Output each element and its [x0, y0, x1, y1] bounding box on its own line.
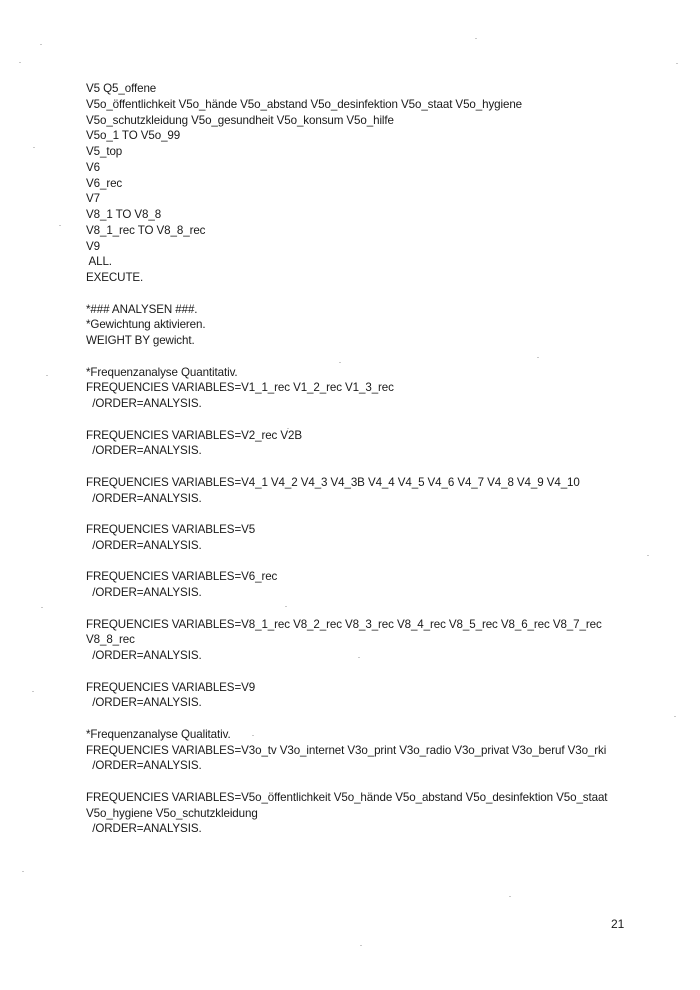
- syntax-line: /ORDER=ANALYSIS.: [86, 491, 202, 505]
- syntax-line: /ORDER=ANALYSIS.: [86, 822, 202, 836]
- scan-speck: [32, 691, 34, 692]
- syntax-line: V8_1_rec TO V8_8_rec: [86, 223, 206, 237]
- syntax-line: [86, 711, 666, 727]
- syntax-line: V6: [86, 160, 100, 174]
- syntax-line: V5o_hygiene V5o_schutzkleidung: [86, 806, 258, 820]
- syntax-line: *Frequenzanalyse Qualitativ.: [86, 727, 231, 741]
- syntax-line: FREQUENCIES VARIABLES=V9: [86, 680, 256, 694]
- scan-speck: [475, 38, 477, 39]
- syntax-line: [86, 459, 666, 475]
- syntax-line: *Frequenzanalyse Quantitativ.: [86, 365, 238, 379]
- scan-speck: [339, 362, 341, 363]
- scan-speck: [676, 63, 678, 64]
- syntax-line: V8_8_rec: [86, 633, 135, 647]
- syntax-line: [86, 286, 666, 302]
- scan-speck: [647, 555, 649, 556]
- syntax-line: [86, 664, 666, 680]
- scan-speck: [537, 357, 539, 358]
- syntax-line: V5 Q5_offene: [86, 82, 157, 95]
- scan-speck: [19, 62, 21, 63]
- syntax-line: /ORDER=ANALYSIS.: [86, 696, 202, 710]
- scan-speck: [22, 871, 24, 872]
- syntax-line: FREQUENCIES VARIABLES=V4_1 V4_2 V4_3 V4_3B V4_4 V4_5 V4_6 V4_7 V4_8 V4_9 V4_10: [86, 475, 580, 489]
- syntax-listing: [86, 81, 666, 837]
- syntax-line: [86, 412, 666, 428]
- syntax-line: EXECUTE.: [86, 271, 144, 284]
- syntax-line: FREQUENCIES VARIABLES=V8_1_rec V8_2_rec V8_3_rec V8_4_rec V8_5_rec V8_6_rec V8_7_rec: [86, 617, 602, 631]
- syntax-line: /ORDER=ANALYSIS.: [86, 586, 202, 599]
- syntax-line: V8_1 TO V8_8: [86, 208, 162, 221]
- syntax-line: /ORDER=ANALYSIS.: [86, 538, 202, 552]
- syntax-line: V6_rec: [86, 176, 123, 190]
- syntax-line: [86, 349, 666, 365]
- syntax-line: /ORDER=ANALYSIS.: [86, 397, 202, 410]
- scan-speck: [40, 44, 42, 45]
- syntax-line: V5o_öffentlichkeit V5o_hände V5o_abstand V5o_desinfektion V5o_staat V5o_hygiene: [86, 97, 523, 111]
- syntax-line: /ORDER=ANALYSIS.: [86, 649, 202, 662]
- scan-speck: [59, 225, 61, 226]
- syntax-line: *### ANALYSEN ###.: [86, 302, 198, 316]
- syntax-line: [86, 774, 666, 790]
- page-number: 21: [611, 917, 625, 931]
- syntax-line: FREQUENCIES VARIABLES=V2_rec V2B: [86, 428, 302, 442]
- scan-speck: [46, 375, 48, 376]
- syntax-line: FREQUENCIES VARIABLES=V5: [86, 523, 256, 536]
- syntax-line: FREQUENCIES VARIABLES=V6_rec: [86, 570, 278, 584]
- scan-speck: [358, 657, 360, 658]
- syntax-line: V7: [86, 192, 100, 206]
- syntax-line: [86, 554, 666, 570]
- syntax-line: FREQUENCIES VARIABLES=V3o_tv V3o_internet V3o_print V3o_radio V3o_privat V3o_beruf V3o_rki: [86, 743, 607, 757]
- syntax-line: ALL.: [86, 255, 112, 269]
- syntax-line: WEIGHT BY gewicht.: [86, 334, 195, 347]
- scan-speck: [360, 945, 362, 946]
- scan-speck: [674, 716, 676, 717]
- syntax-line: /ORDER=ANALYSIS.: [86, 759, 202, 773]
- scan-speck: [41, 607, 43, 608]
- syntax-line: [86, 601, 666, 617]
- syntax-line: V5o_1 TO V5o_99: [86, 129, 181, 143]
- syntax-line: [86, 506, 666, 522]
- syntax-line: V5_top: [86, 145, 123, 158]
- scan-speck: [285, 606, 287, 607]
- syntax-line: V9: [86, 239, 100, 253]
- scan-speck: [509, 896, 511, 897]
- scan-speck: [33, 147, 35, 148]
- syntax-line: *Gewichtung aktivieren.: [86, 318, 206, 332]
- syntax-line: /ORDER=ANALYSIS.: [86, 444, 202, 458]
- syntax-line: FREQUENCIES VARIABLES=V5o_öffentlichkeit V5o_hände V5o_abstand V5o_desinfektion V5o_staat: [86, 790, 608, 804]
- syntax-line: V5o_schutzkleidung V5o_gesundheit V5o_konsum V5o_hilfe: [86, 113, 394, 127]
- scan-speck: [287, 428, 289, 429]
- scan-speck: [252, 735, 254, 736]
- syntax-line: FREQUENCIES VARIABLES=V1_1_rec V1_2_rec V1_3_rec: [86, 381, 394, 395]
